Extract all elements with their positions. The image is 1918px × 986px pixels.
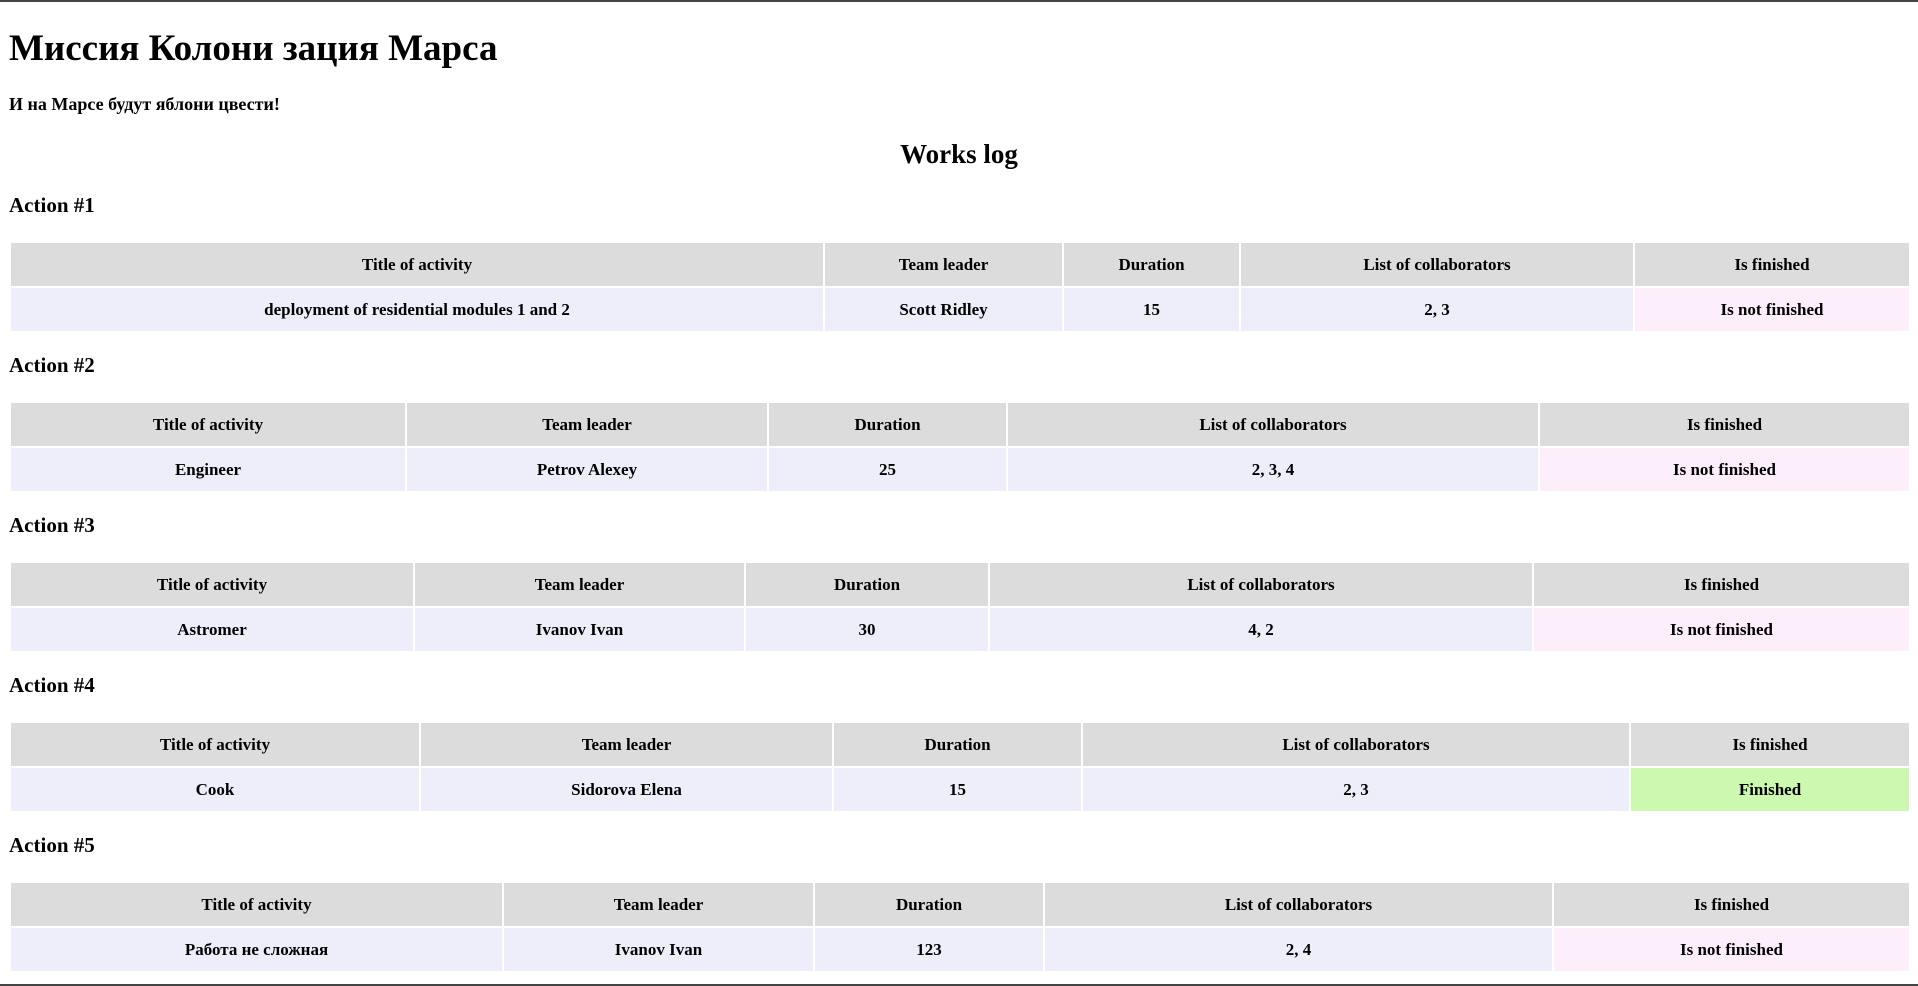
table-header-row <box>11 563 1909 606</box>
works-log-heading: Works log <box>900 139 1018 169</box>
cell-status: Is not finished <box>1554 928 1909 971</box>
table-header-row <box>11 883 1909 926</box>
column-header-leader: Team leader <box>407 403 767 446</box>
page-subtitle: И на Марсе будут яблони цвести! <box>9 94 280 114</box>
action-label: Action #5 <box>9 833 95 857</box>
cell-status: Is not finished <box>1540 448 1909 491</box>
column-header-title: Title of activity <box>11 883 502 926</box>
action-table <box>9 721 1911 813</box>
action-table <box>9 881 1911 973</box>
cell-collaborators: 2, 4 <box>1045 928 1552 971</box>
cell-title: deployment of residential modules 1 and 2 <box>11 288 823 331</box>
cell-leader: Ivanov Ivan <box>415 608 744 651</box>
column-header-duration: Duration <box>769 403 1006 446</box>
table-row <box>11 448 1909 491</box>
action-label: Action #3 <box>9 513 95 537</box>
column-header-collaborators: List of collaborators <box>1083 723 1629 766</box>
cell-title: Работа не сложная <box>11 928 502 971</box>
column-header-duration: Duration <box>746 563 988 606</box>
action-table <box>9 241 1911 333</box>
column-header-leader: Team leader <box>415 563 744 606</box>
cell-leader: Ivanov Ivan <box>504 928 813 971</box>
action-label: Action #4 <box>9 673 95 697</box>
column-header-duration: Duration <box>815 883 1043 926</box>
column-header-title: Title of activity <box>11 723 419 766</box>
column-header-finished: Is finished <box>1534 563 1909 606</box>
table-row <box>11 768 1909 811</box>
column-header-collaborators: List of collaborators <box>990 563 1532 606</box>
cell-collaborators: 2, 3, 4 <box>1008 448 1538 491</box>
column-header-leader: Team leader <box>825 243 1062 286</box>
cell-leader: Petrov Alexey <box>407 448 767 491</box>
page-title: Миссия Колони зация Марса <box>9 28 498 69</box>
cell-title: Cook <box>11 768 419 811</box>
column-header-leader: Team leader <box>504 883 813 926</box>
column-header-collaborators: List of collaborators <box>1241 243 1633 286</box>
cell-collaborators: 4, 2 <box>990 608 1532 651</box>
column-header-finished: Is finished <box>1631 723 1909 766</box>
table-row <box>11 928 1909 971</box>
action-label: Action #1 <box>9 193 95 217</box>
cell-duration: 30 <box>746 608 988 651</box>
cell-leader: Sidorova Elena <box>421 768 832 811</box>
column-header-finished: Is finished <box>1635 243 1909 286</box>
column-header-leader: Team leader <box>421 723 832 766</box>
cell-status: Finished <box>1631 768 1909 811</box>
cell-title: Astromer <box>11 608 413 651</box>
column-header-finished: Is finished <box>1540 403 1909 446</box>
table-header-row <box>11 723 1909 766</box>
cell-collaborators: 2, 3 <box>1083 768 1629 811</box>
action-table <box>9 401 1911 493</box>
table-header-row <box>11 403 1909 446</box>
cell-duration: 123 <box>815 928 1043 971</box>
cell-title: Engineer <box>11 448 405 491</box>
column-header-collaborators: List of collaborators <box>1008 403 1538 446</box>
action-label: Action #2 <box>9 353 95 377</box>
cell-collaborators: 2, 3 <box>1241 288 1633 331</box>
cell-duration: 15 <box>1064 288 1239 331</box>
cell-leader: Scott Ridley <box>825 288 1062 331</box>
action-table <box>9 561 1911 653</box>
table-header-row <box>11 243 1909 286</box>
column-header-duration: Duration <box>1064 243 1239 286</box>
cell-status: Is not finished <box>1635 288 1909 331</box>
column-header-title: Title of activity <box>11 403 405 446</box>
cell-duration: 15 <box>834 768 1081 811</box>
column-header-duration: Duration <box>834 723 1081 766</box>
cell-status: Is not finished <box>1534 608 1909 651</box>
column-header-collaborators: List of collaborators <box>1045 883 1552 926</box>
column-header-finished: Is finished <box>1554 883 1909 926</box>
table-row <box>11 288 1909 331</box>
column-header-title: Title of activity <box>11 243 823 286</box>
table-row <box>11 608 1909 651</box>
cell-duration: 25 <box>769 448 1006 491</box>
column-header-title: Title of activity <box>11 563 413 606</box>
